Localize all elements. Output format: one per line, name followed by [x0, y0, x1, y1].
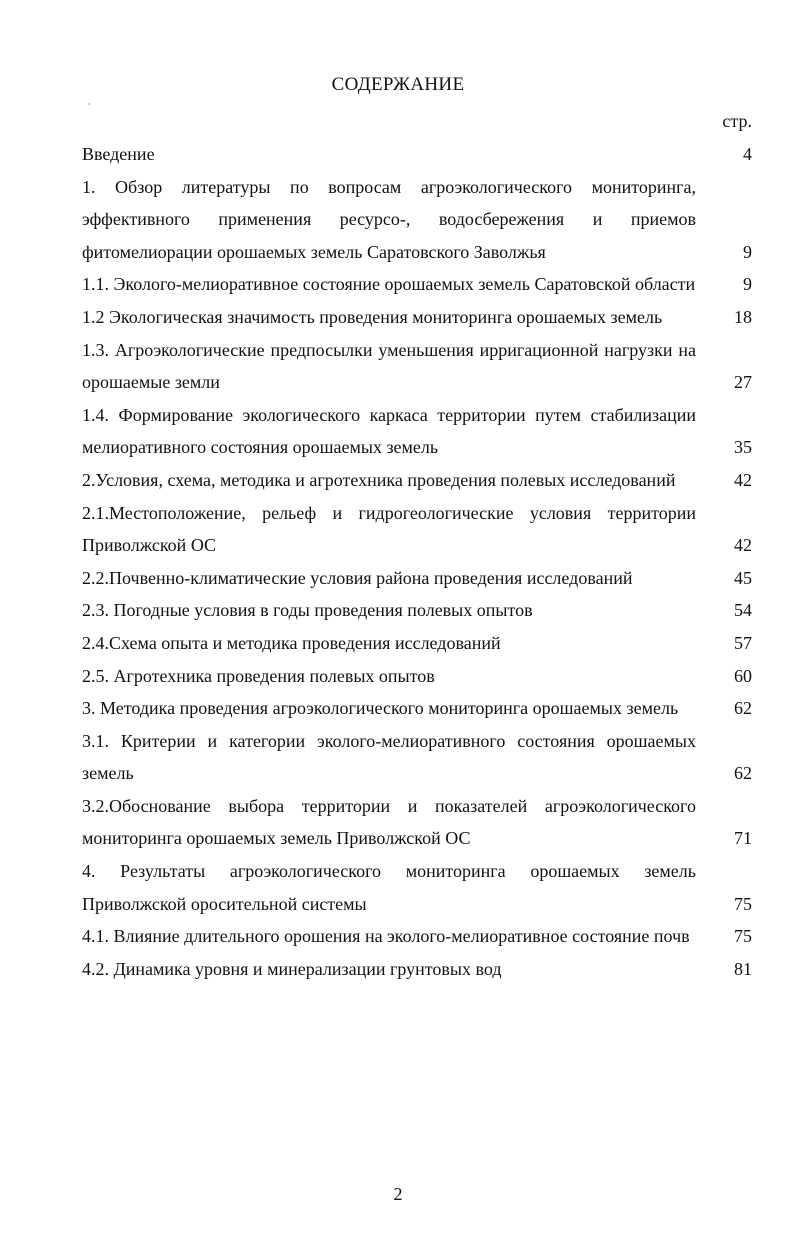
toc-entry-title: 1.2 Экологическая значимость проведения мониторинга орошаемых земель	[82, 306, 663, 327]
toc-entry-title: 1.4. Формирование экологического каркаса территории путем стабилизации мелиоративного состояния орошаемых земель	[82, 404, 696, 458]
toc-entry-title: 3.2.Обоснование выбора территории и показателей агроэкологического мониторинга орошаемых земель Приволжской ОС	[82, 795, 696, 849]
toc-entry-page: 81	[734, 958, 752, 979]
toc-entry	[82, 171, 752, 269]
toc-entry-page: 75	[734, 926, 752, 947]
toc-entry-title: 4.2. Динамика уровня и минерализации грунтовых вод	[82, 958, 502, 979]
toc-entry	[82, 464, 752, 497]
toc-entry	[82, 301, 752, 334]
toc-entry-page: 42	[734, 535, 752, 556]
toc-entry-title: 4.1. Влияние длительного орошения на эколого-мелиоративное состояние почв	[82, 926, 690, 947]
toc-entry	[82, 953, 752, 986]
toc-entry	[82, 138, 752, 171]
toc-entry-page: 60	[734, 665, 752, 686]
toc-entry	[82, 334, 752, 399]
toc-entry	[82, 692, 752, 725]
toc-entry-title: 2.2.Почвенно-климатические условия района проведения исследований	[82, 567, 633, 588]
page-number: 2	[393, 1184, 403, 1204]
toc-entry-page: 75	[734, 893, 752, 914]
toc-entry	[82, 725, 752, 790]
toc-entry-title: 2.5. Агротехника проведения полевых опытов	[82, 665, 435, 686]
toc-entry	[82, 268, 752, 301]
toc-entry-page: 57	[734, 632, 752, 653]
toc-entry-title: 1. Обзор литературы по вопросам агроэкологического мониторинга, эффективного применения ресурсо-, водосбережения и приемов фитомелиорации орошаемых земель Саратовского Заволжья	[82, 176, 696, 262]
page-title: СОДЕРЖАНИЕ	[331, 74, 465, 95]
toc-entry-title: 3. Методика проведения агроэкологического мониторинга орошаемых земель	[82, 698, 679, 719]
toc-entry	[82, 920, 752, 953]
toc-entry-title: 2.4.Схема опыта и методика проведения исследований	[82, 632, 501, 653]
toc-entry	[82, 790, 752, 855]
toc-entry	[82, 660, 752, 693]
toc-entry-page: 62	[734, 698, 752, 719]
toc-entry-page: 4	[743, 144, 752, 164]
toc-entry	[82, 594, 752, 627]
page-column-header: стр.	[722, 111, 752, 131]
toc-entry-title: 1.3. Агроэкологические предпосылки уменьшения ирригационной нагрузки на орошаемые земли	[82, 339, 696, 393]
toc-entry-title: 3.1. Критерии и категории эколого-мелиоративного состояния орошаемых земель	[82, 730, 696, 784]
table-of-contents	[82, 138, 752, 985]
toc-entry-page: 54	[734, 600, 752, 621]
toc-entry-page: 42	[734, 469, 752, 490]
toc-entry-page: 18	[734, 306, 752, 327]
toc-entry-title: 2.1.Местоположение, рельеф и гидрогеологические условия территории Приволжской ОС	[82, 502, 696, 556]
toc-entry-page: 45	[734, 567, 752, 588]
toc-entry	[82, 855, 752, 920]
toc-entry-page: 71	[734, 828, 752, 849]
toc-entry-title: 1.1. Эколого-мелиоративное состояние орошаемых земель Саратовской области	[82, 274, 696, 295]
toc-entry-page: 27	[734, 372, 752, 393]
toc-entry-title: Введение	[82, 144, 155, 164]
toc-entry-page: 35	[734, 437, 752, 458]
toc-entry-page: 9	[743, 274, 752, 295]
toc-entry-title: 2.3. Погодные условия в годы проведения полевых опытов	[82, 600, 533, 621]
toc-entry	[82, 399, 752, 464]
toc-entry	[82, 627, 752, 660]
toc-entry-page: 9	[743, 241, 752, 262]
toc-entry-page: 62	[734, 763, 752, 784]
scan-speck	[88, 103, 90, 105]
toc-entry-title: 4. Результаты агроэкологического мониторинга орошаемых земель Приволжской оросительной системы	[82, 861, 696, 914]
toc-entry	[82, 497, 752, 562]
toc-entry-title: 2.Условия, схема, методика и агротехника проведения полевых исследований	[82, 469, 676, 490]
toc-entry	[82, 562, 752, 595]
